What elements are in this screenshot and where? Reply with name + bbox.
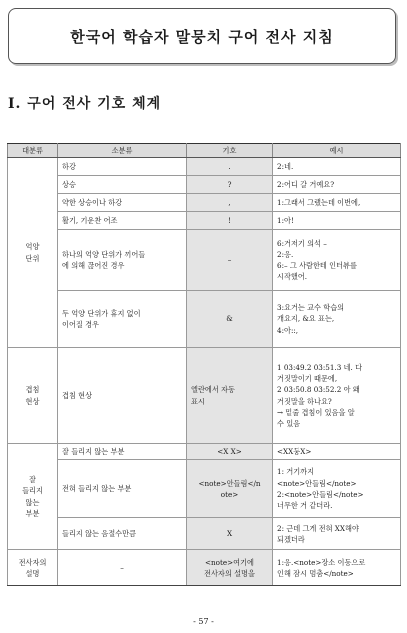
example-cell: 1:아! (273, 212, 401, 230)
subcategory-cell: 전혀 들리지 않는 부분 (58, 460, 187, 518)
subcategory-cell: 잘 들리지 않는 부분 (58, 444, 187, 460)
header-category: 대분류 (8, 144, 58, 158)
subcategory-cell: – (58, 550, 187, 586)
subcategory-cell: 활기, 기운찬 어조 (58, 212, 187, 230)
symbol-cell: , (187, 194, 273, 212)
document-title: 한국어 학습자 말뭉치 구어 전사 지침 (70, 27, 334, 46)
category-speech-unit: 억양 단위 (8, 158, 58, 348)
symbol-cell: <note>여기에 전사자의 설명을 (187, 550, 273, 586)
subcategory-cell: 겹침 현상 (58, 348, 187, 444)
subcategory-cell: 들리지 않는 음절수만큼 (58, 518, 187, 550)
symbol-cell: <note>안들림</n ote> (187, 460, 273, 518)
example-cell: 1:응.<note>장소 이동으로 인해 잠시 멈춤</note> (273, 550, 401, 586)
table-row (8, 460, 401, 518)
symbol-cell: ! (187, 212, 273, 230)
symbol-cell: 엘란에서 자동 표시 (187, 348, 273, 444)
example-cell: 2:네. (273, 158, 401, 176)
header-subcategory: 소분류 (58, 144, 187, 158)
subcategory-cell: 두 억양 단위가 휴지 없이 이어질 경우 (58, 291, 187, 348)
symbol-cell: – (187, 230, 273, 291)
document-title-box (8, 8, 396, 64)
example-cell: 2: 근데 그게 전혀 XX해야 되겠더라 (273, 518, 401, 550)
example-cell: 1: 거기까지 <note>안들림</note> 2:<note>안들림</note> 너무한 거 같더라. (273, 460, 401, 518)
subcategory-cell: 하강 (58, 158, 187, 176)
table-row (8, 550, 401, 586)
example-cell: 3:요거는 교수 학습의 개요지, &요 표는, 4:아::, (273, 291, 401, 348)
subcategory-cell: 하나의 억양 단위가 끼어들 에 의해 끊어진 경우 (58, 230, 187, 291)
table-row (8, 158, 401, 176)
transcription-symbol-table (7, 143, 401, 586)
category-transcriber: 전사자의 설명 (8, 550, 58, 586)
table-row (8, 194, 401, 212)
table-row (8, 291, 401, 348)
example-cell: 2:어디 갈 거예요? (273, 176, 401, 194)
category-overlap: 겹침 현상 (8, 348, 58, 444)
example-cell: 1:그래서 그랬는데 이번에, (273, 194, 401, 212)
table-row (8, 212, 401, 230)
symbol-cell: X (187, 518, 273, 550)
page-number: - 57 - (193, 617, 214, 626)
header-example: 예시 (273, 144, 401, 158)
symbol-cell: <X X> (187, 444, 273, 460)
table-row (8, 518, 401, 550)
table-header-row (8, 144, 401, 158)
subcategory-cell: 상승 (58, 176, 187, 194)
symbol-cell: ? (187, 176, 273, 194)
table-row (8, 348, 401, 444)
table-row (8, 176, 401, 194)
example-cell: 6:거저기 의석 – 2:응. 6:– 그 사람한테 인터뷰를 시작했어. (273, 230, 401, 291)
symbol-cell: & (187, 291, 273, 348)
example-cell: <XX둥X> (273, 444, 401, 460)
table-row (8, 230, 401, 291)
symbol-cell: . (187, 158, 273, 176)
header-symbol: 기호 (187, 144, 273, 158)
category-unclear: 잘 들리지 않는 부분 (8, 444, 58, 550)
subcategory-cell: 약한 상승이나 하강 (58, 194, 187, 212)
example-cell: 1 03:49.2 03:51.3 네. 다 거짓말이기 때문에, 2 03:50.8 03:52.2 아 왜 거짓말을 하나요? → 밑줄 겹침이 있음을 알 수 있음 (273, 348, 401, 444)
table-row (8, 444, 401, 460)
section-heading: Ⅰ. 구어 전사 기호 체계 (8, 96, 162, 112)
